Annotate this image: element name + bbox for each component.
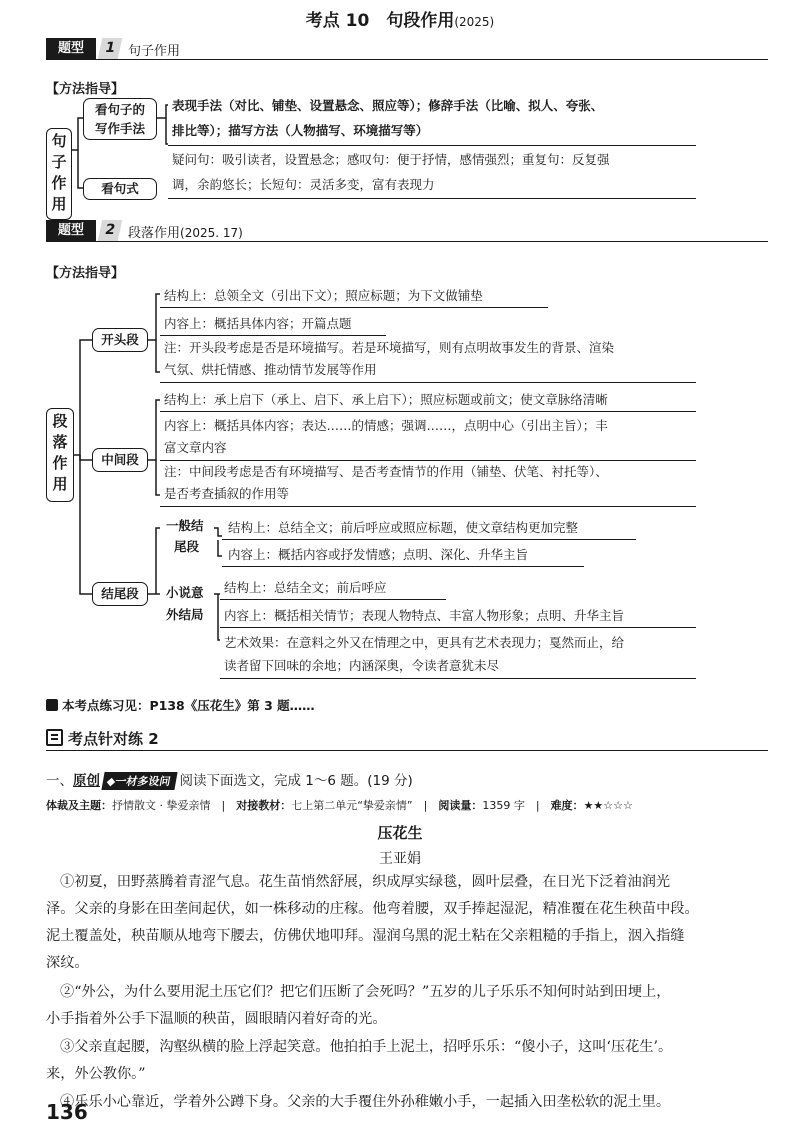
middle-content-2: 富文章内容: [164, 440, 227, 455]
practice-title: 考点针对练 2: [68, 730, 159, 748]
page-number: 136: [46, 1100, 88, 1124]
middle-note-2: 是否考查插叙的作用等: [164, 486, 290, 501]
section-number: 2: [98, 220, 122, 241]
practice-tip: 本考点练习见：P138《压花生》第 3 题……: [46, 696, 315, 714]
link-icon: [46, 699, 58, 711]
sentence-root-box: 句 子 作 用: [46, 128, 72, 220]
article-line: ②“外公，为什么要用泥土压它们？把它们压断了会死吗？”五岁的儿子乐乐不知何时站到田埂上，: [60, 984, 671, 1000]
underline: [222, 539, 636, 540]
section-title: 段落作用(2025. 17): [128, 226, 243, 241]
pattern-line-1: 疑问句：吸引读者，设置悬念；感叹句：便于抒情，感情强烈；重复句：反复强: [172, 152, 610, 167]
question-line: 一、原创 ◆一材多设问 阅读下面选文，完成 1～6 题。(19 分): [46, 773, 413, 789]
article-line: ④乐乐小心靠近，学着外公蹲下身。父亲的大手覆住外孙稚嫩小手，一起插入田垄松软的泥土里。: [60, 1094, 671, 1110]
article-title: 压花生: [377, 824, 423, 842]
underline: [222, 566, 584, 567]
middle-content-1: 内容上：概括具体内容；表达……的情感；强调……，点明中心（引出主旨）；丰: [164, 418, 608, 433]
article-line: 泽。父亲的身影在田垄间起伏，如一株移动的庄稼。他弯着腰，双手捧起湿泥，精准覆在花生秧苗中段。: [46, 901, 699, 917]
article-line: 来，外公教你。”: [46, 1066, 146, 1082]
original-tag: 原创: [73, 773, 100, 789]
underline: [160, 307, 548, 308]
node-sentence-pattern: 看句式: [83, 178, 157, 200]
novel-effect-2: 读者留下回味的余地；内涵深奥，令读者意犹未尽: [224, 658, 500, 673]
novel-content: 内容上：概括相关情节；表现人物特点、丰富人物形象；点明、升华主旨: [224, 608, 625, 623]
opening-note-1: 注：开头段考虑是否是环境描写。若是环境描写，则有点明故事发生的背景、渲染: [164, 340, 615, 355]
node-opening-paragraph: 开头段: [92, 328, 148, 352]
underline: [160, 335, 386, 336]
underline: [160, 460, 696, 461]
article-meta: 体裁及主题：抒情散文 · 挚爱亲情 | 对接教材：七上第二单元“挚爱亲情” | 阅读量：1359 字 | 难度：★★☆☆☆: [46, 799, 633, 812]
article-line: 泥土覆盖处，秧苗顺从地弯下腰去，仿佛伏地叩拜。湿润乌黑的泥土粘在父亲粗糙的手指上，洇入指缝: [46, 928, 685, 944]
article-line: 小手指着外公手下温顺的秧苗，圆眼睛闪着好奇的光。: [46, 1011, 387, 1027]
technique-line-2: 排比等）；描写方法（人物描写、环境描写等）: [172, 123, 429, 138]
underline: [220, 627, 696, 628]
novel-ending-label: 小说意 外结局: [166, 585, 204, 622]
section-tag: 题型: [46, 38, 96, 59]
general-ending-label: 一般结 尾段: [166, 518, 204, 554]
underline: [160, 411, 696, 412]
page-title: 考点 10 句段作用(2025): [305, 11, 495, 31]
underline: [160, 382, 696, 383]
practice-divider: [46, 750, 768, 751]
article-line: ③父亲直起腰，沟壑纵横的脸上浮起笑意。他拍拍手上泥土，招呼乐乐：“傻小子，这叫‘压花生’。: [60, 1039, 673, 1055]
underline: [160, 506, 696, 507]
novel-structure: 结构上：总结全文；前后呼应: [224, 580, 387, 595]
technique-line-1: 表现手法（对比、铺垫、设置悬念、照应等）；修辞手法（比喻、拟人、夸张、: [172, 98, 604, 113]
underline: [220, 678, 696, 679]
general-content: 内容上：概括内容或抒发情感；点明、深化、升华主旨: [228, 547, 529, 562]
article-line: ①初夏，田野蒸腾着青涩气息。花生苗悄然舒展，织成厚实绿毯，圆叶层叠，在日光下泛着油润光: [60, 874, 671, 890]
title-year: (2025): [454, 15, 495, 29]
article-line: 深纹。: [46, 955, 89, 971]
middle-note-1: 注：中间段考虑是否有环境描写、是否考查情节的作用（铺垫、伏笔、衬托等）、: [164, 464, 608, 479]
practice-icon: [46, 729, 63, 746]
node-ending-paragraph: 结尾段: [92, 582, 148, 606]
section-divider: [46, 241, 768, 242]
method-label: 【方法指导】: [46, 266, 125, 281]
opening-structure: 结构上：总领全文（引出下文）；照应标题；为下文做铺垫: [164, 288, 483, 303]
general-structure: 结构上：总结全文；前后呼应或照应标题，使文章结构更加完整: [228, 520, 579, 535]
section-title: 句子作用: [128, 44, 181, 59]
underline: [220, 599, 446, 600]
node-writing-technique: 看句子的 写作手法: [83, 98, 157, 140]
novel-effect-1: 艺术效果：在意料之外又在情理之中，更具有艺术表现力；戛然而止，给: [224, 635, 625, 650]
method-label: 【方法指导】: [46, 82, 125, 97]
opening-content: 内容上：概括具体内容；开篇点题: [164, 316, 352, 331]
underline: [168, 198, 696, 199]
article-author: 王亚娟: [379, 851, 421, 867]
underline: [168, 145, 696, 146]
middle-structure: 结构上：承上启下（承上、启下、承上启下）；照应标题或前文；使文章脉络清晰: [164, 392, 608, 407]
opening-note-2: 气氛、烘托情感、推动情节发展等作用: [164, 362, 377, 377]
question-text: 阅读下面选文，完成 1～6 题。(19 分): [179, 773, 413, 789]
multi-question-badge: ◆一材多设问: [101, 772, 178, 790]
section-number: 1: [98, 38, 122, 59]
difficulty-stars: ★★☆☆☆: [583, 799, 633, 812]
paragraph-root-box: 段 落 作 用: [46, 408, 74, 502]
node-middle-paragraph: 中间段: [92, 448, 148, 472]
pattern-line-2: 调，余韵悠长；长短句：灵活多变，富有表现力: [172, 177, 435, 192]
section-tag: 题型: [46, 220, 96, 241]
